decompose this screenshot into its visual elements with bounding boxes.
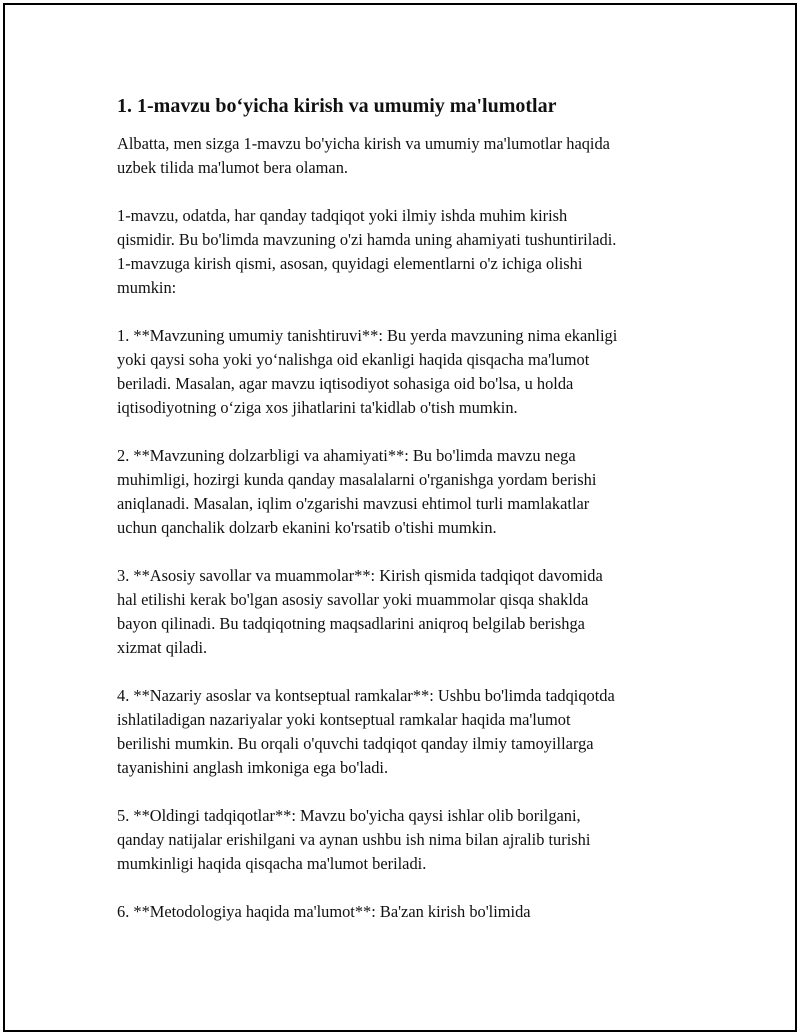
text-line: 1-mavzuga kirish qismi, asosan, quyidagi elementlarni o'z ichiga olishi xyxy=(117,254,583,273)
section-heading: 1. 1-mavzu bo‘yicha kirish va umumiy ma'lumotlar xyxy=(117,95,557,117)
text-line: uzbek tilida ma'lumot bera olaman. xyxy=(117,158,348,177)
text-line: berilishi mumkin. Bu orqali o'quvchi tadqiqot qanday ilmiy tamoyillarga xyxy=(117,734,594,753)
paragraph-overview xyxy=(117,204,687,300)
text-line: ishlatiladigan nazariyalar yoki kontseptual ramkalar haqida ma'lumot xyxy=(117,710,571,729)
list-item-1 xyxy=(117,324,687,420)
text-line: 1. **Mavzuning umumiy tanishtiruvi**: Bu yerda mavzuning nima ekanligi xyxy=(117,326,618,345)
text-line: 6. **Metodologiya haqida ma'lumot**: Ba'zan kirish bo'limida xyxy=(117,902,531,921)
text-line: qanday natijalar erishilgani va aynan ushbu ish nima bilan ajralib turishi xyxy=(117,830,591,849)
text-line: 1-mavzu, odatda, har qanday tadqiqot yoki ilmiy ishda muhim kirish xyxy=(117,206,568,225)
text-line: Albatta, men sizga 1-mavzu bo'yicha kirish va umumiy ma'lumotlar haqida xyxy=(117,134,610,153)
text-line: aniqlanadi. Masalan, iqlim o'zgarishi mavzusi ehtimol turli mamlakatlar xyxy=(117,494,590,513)
text-line: muhimligi, hozirgi kunda qanday masalalarni o'rganishga yordam berishi xyxy=(117,470,597,489)
list-item-4 xyxy=(117,684,687,780)
text-line: tayanishini anglash imkoniga ega bo'ladi. xyxy=(117,758,389,777)
text-line: hal etilishi kerak bo'lgan asosiy savollar yoki muammolar qisqa shaklda xyxy=(117,590,589,609)
list-item-5 xyxy=(117,804,687,876)
list-item-3 xyxy=(117,564,687,660)
text-line: 2. **Mavzuning dolzarbligi va ahamiyati**: Bu bo'limda mavzu nega xyxy=(117,446,576,465)
text-line: beriladi. Masalan, agar mavzu iqtisodiyot sohasiga oid bo'lsa, u holda xyxy=(117,374,574,393)
text-line: iqtisodiyotning o‘ziga xos jihatlarini ta'kidlab o'tish mumkin. xyxy=(117,398,518,417)
text-line: xizmat qiladi. xyxy=(117,638,208,657)
paragraph-intro xyxy=(117,132,687,180)
list-item-6 xyxy=(117,900,687,924)
text-line: 5. **Oldingi tadqiqotlar**: Mavzu bo'yicha qaysi ishlar olib borilgani, xyxy=(117,806,581,825)
text-line: 4. **Nazariy asoslar va kontseptual ramkalar**: Ushbu bo'limda tadqiqotda xyxy=(117,686,615,705)
text-line: mumkinligi haqida qisqacha ma'lumot beriladi. xyxy=(117,854,427,873)
text-line: mumkin: xyxy=(117,278,177,297)
text-line: 3. **Asosiy savollar va muammolar**: Kirish qismida tadqiqot davomida xyxy=(117,566,603,585)
text-line: yoki qaysi soha yoki yo‘nalishga oid ekanligi haqida qisqacha ma'lumot xyxy=(117,350,590,369)
document-body xyxy=(117,94,687,948)
text-line: bayon qilinadi. Bu tadqiqotning maqsadlarini aniqroq belgilab berishga xyxy=(117,614,585,633)
text-line: uchun qanchalik dolzarb ekanini ko'rsatib o'tishi mumkin. xyxy=(117,518,497,537)
list-item-2 xyxy=(117,444,687,540)
text-line: qismidir. Bu bo'limda mavzuning o'zi hamda uning ahamiyati tushuntiriladi. xyxy=(117,230,617,249)
